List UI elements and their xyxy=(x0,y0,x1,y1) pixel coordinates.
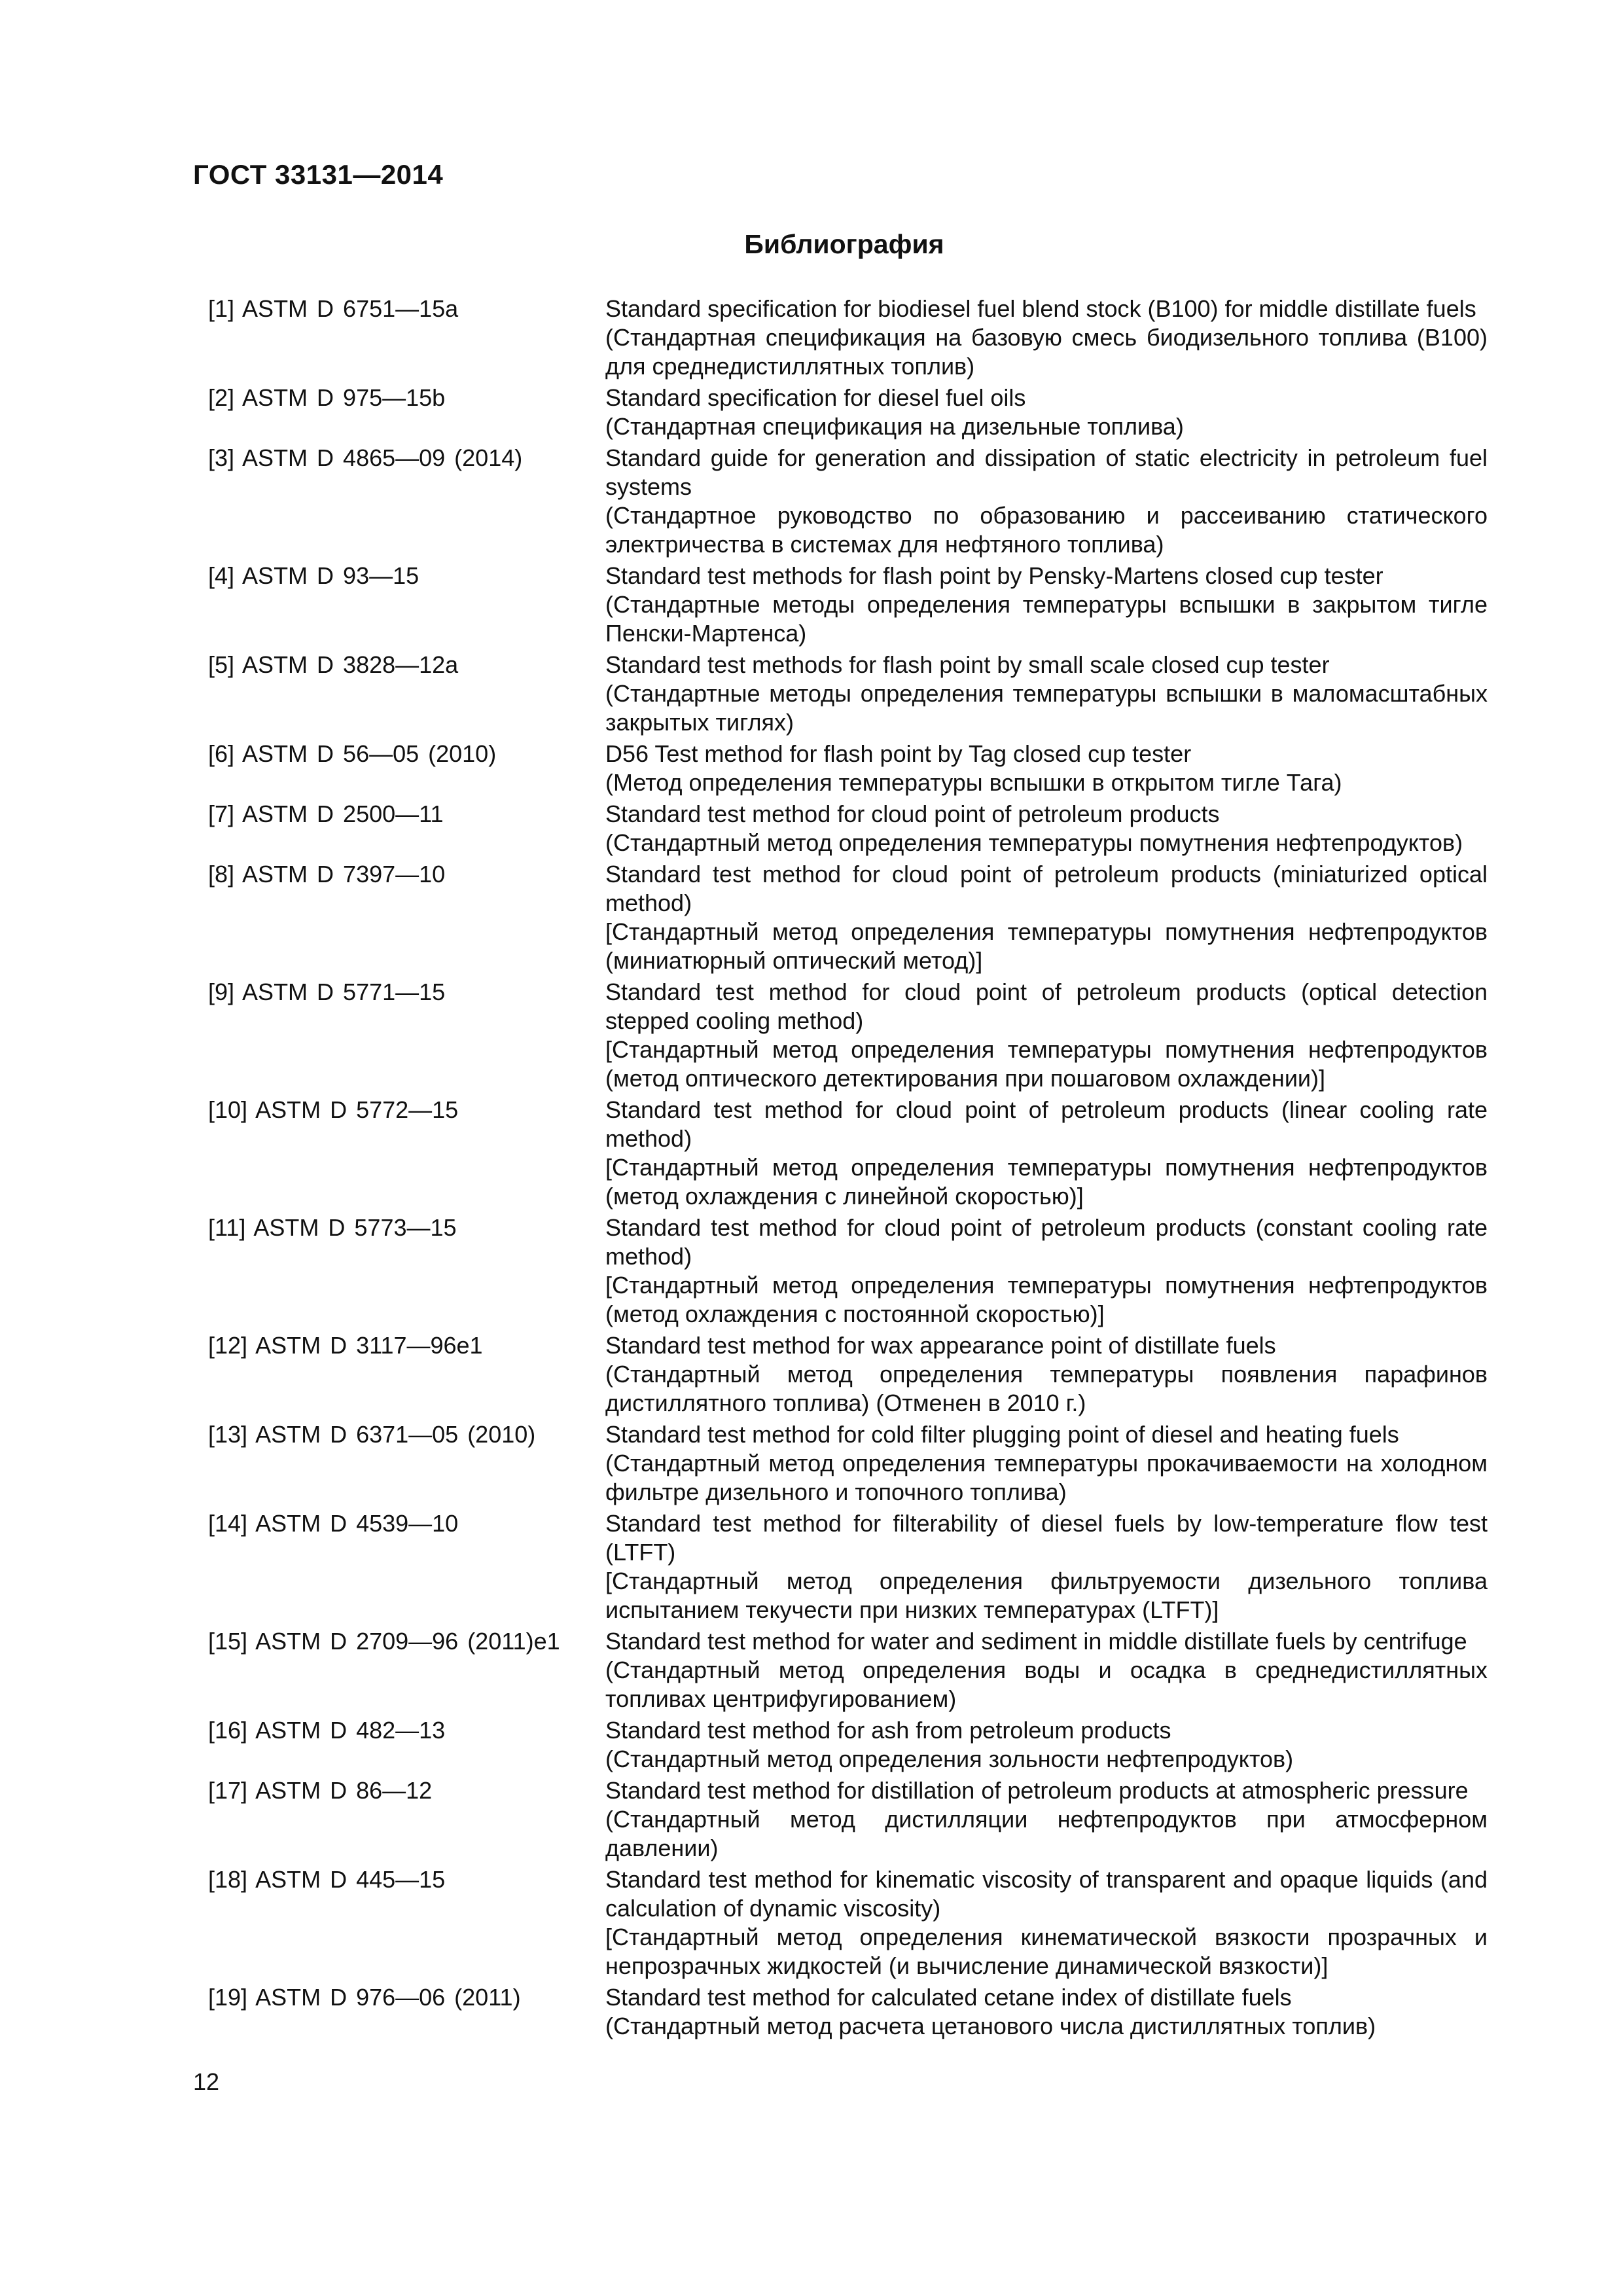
reference-description xyxy=(605,295,1488,381)
reference-description xyxy=(605,1776,1488,1863)
reference-description xyxy=(605,1096,1488,1211)
reference-title-ru: (Стандартный метод расчета цетанового числа дистиллятных топлив) xyxy=(605,2013,1376,2039)
reference-title-en: Standard test method for kinematic viscosity of transparent and opaque liquids (and calculation of dynamic viscosity) xyxy=(605,1866,1488,1922)
reference-description xyxy=(605,651,1488,737)
reference-designation: [6] ASTM D 56—05 (2010) xyxy=(208,740,497,767)
bibliography-entry xyxy=(208,1983,1488,2041)
bibliography-entry xyxy=(208,1776,1488,1863)
reference-title-en: Standard test method for water and sediment in middle distillate fuels by centrifuge xyxy=(605,1628,1467,1655)
bibliography-entry xyxy=(208,978,1488,1093)
reference-title-ru: (Стандартный метод определения температуры прокачиваемости на холодном фильтре дизельного и топочного топлива) xyxy=(605,1450,1488,1505)
reference-designation: [5] ASTM D 3828—12a xyxy=(208,651,459,678)
reference-title-en: Standard test methods for flash point by Pensky-Martens closed cup tester xyxy=(605,562,1383,589)
reference-title-ru: (Стандартные методы определения температуры вспышки в маломасштабных закрытых тиглях) xyxy=(605,680,1488,736)
reference-designation: [7] ASTM D 2500—11 xyxy=(208,800,444,827)
reference-designation: [19] ASTM D 976—06 (2011) xyxy=(208,1984,521,2011)
reference-title-ru: (Стандартный метод определения воды и осадка в среднедистиллятных топливах центрифугированием) xyxy=(605,1657,1488,1712)
reference-title-en: Standard test method for wax appearance point of distillate fuels xyxy=(605,1332,1276,1359)
reference-title-ru: (Стандартный метод дистилляции нефтепродуктов при атмосферном давлении) xyxy=(605,1806,1488,1861)
bibliography-entry xyxy=(208,1627,1488,1713)
reference-title-ru: [Стандартный метод определения кинематической вязкости прозрачных и непрозрачных жидкостей (и вычисление динамической вязкости)] xyxy=(605,1924,1488,1979)
page-number: 12 xyxy=(193,2068,220,2095)
reference-title-ru: (Стандартный метод определения температуры появления парафинов дистиллятного топлива) (Отменен в 2010 г.) xyxy=(605,1361,1488,1416)
reference-title-ru: (Стандартный метод определения температуры помутнения нефтепродуктов) xyxy=(605,829,1463,856)
reference-title-en: Standard specification for biodiesel fuel blend stock (B100) for middle distillate fuels xyxy=(605,295,1476,322)
reference-description xyxy=(605,1983,1488,2041)
reference-designation: [16] ASTM D 482—13 xyxy=(208,1717,446,1744)
reference-title-ru: [Стандартный метод определения температуры помутнения нефтепродуктов (метод оптического детектирования при пошаговом охлаждении)] xyxy=(605,1036,1488,1092)
reference-title-ru: [Стандартный метод определения температуры помутнения нефтепродуктов (метод охлаждения с линейной скоростью)] xyxy=(605,1154,1488,1210)
reference-title-ru: (Метод определения температуры вспышки в открытом тигле Тага) xyxy=(605,769,1342,796)
bibliography-entry xyxy=(208,651,1488,737)
reference-title-ru: (Стандартная спецификация на дизельные топлива) xyxy=(605,413,1184,440)
reference-designation: [9] ASTM D 5771—15 xyxy=(208,978,446,1005)
reference-title-en: Standard test method for filterability of diesel fuels by low-temperature flow test (LTFT) xyxy=(605,1510,1488,1566)
reference-title-en: Standard test method for cloud point of petroleum products (linear cooling rate method) xyxy=(605,1096,1488,1152)
reference-description xyxy=(605,1213,1488,1329)
reference-title-en: Standard test method for distillation of petroleum products at atmospheric pressure xyxy=(605,1777,1469,1804)
reference-title-en: Standard test method for cloud point of petroleum products xyxy=(605,800,1220,827)
reference-designation: [11] ASTM D 5773—15 xyxy=(208,1214,457,1241)
reference-designation: [14] ASTM D 4539—10 xyxy=(208,1510,459,1537)
reference-description xyxy=(605,740,1488,797)
reference-designation: [8] ASTM D 7397—10 xyxy=(208,861,446,888)
section-title: Библиография xyxy=(744,229,944,259)
bibliography-entry xyxy=(208,1865,1488,1981)
reference-title-ru: (Стандартный метод определения зольности нефтепродуктов) xyxy=(605,1746,1294,1772)
reference-designation: [10] ASTM D 5772—15 xyxy=(208,1096,459,1123)
bibliography-entry xyxy=(208,1096,1488,1211)
reference-description xyxy=(605,860,1488,975)
reference-title-en: Standard test method for cloud point of petroleum products (miniaturized optical method) xyxy=(605,861,1488,916)
bibliography-entry xyxy=(208,740,1488,797)
bibliography-entry xyxy=(208,1331,1488,1418)
reference-title-en: D56 Test method for flash point by Tag closed cup tester xyxy=(605,740,1192,767)
reference-title-en: Standard test method for cloud point of petroleum products (constant cooling rate method) xyxy=(605,1214,1488,1270)
reference-designation: [2] ASTM D 975—15b xyxy=(208,384,446,411)
reference-designation: [17] ASTM D 86—12 xyxy=(208,1777,433,1804)
bibliography-entry xyxy=(208,1420,1488,1507)
reference-description xyxy=(605,1420,1488,1507)
reference-designation: [1] ASTM D 6751—15a xyxy=(208,295,459,322)
bibliography-entry xyxy=(208,1509,1488,1624)
bibliography-entry xyxy=(208,800,1488,857)
reference-description xyxy=(605,800,1488,857)
bibliography-entry xyxy=(208,1716,1488,1774)
reference-title-ru: (Стандартная спецификация на базовую смесь биодизельного топлива (B100) для среднедистиллятных топлив) xyxy=(605,324,1488,380)
reference-title-ru: (Стандартное руководство по образованию и рассеиванию статического электричества в системах для нефтяного топлива) xyxy=(605,502,1488,558)
reference-designation: [4] ASTM D 93—15 xyxy=(208,562,419,589)
reference-description xyxy=(605,1865,1488,1981)
reference-title-en: Standard test methods for flash point by small scale closed cup tester xyxy=(605,651,1330,678)
reference-title-en: Standard test method for cold filter plugging point of diesel and heating fuels xyxy=(605,1421,1399,1448)
reference-description xyxy=(605,562,1488,648)
reference-designation: [13] ASTM D 6371—05 (2010) xyxy=(208,1421,536,1448)
reference-designation: [12] ASTM D 3117—96e1 xyxy=(208,1332,483,1359)
bibliography-entry xyxy=(208,860,1488,975)
reference-designation: [15] ASTM D 2709—96 (2011)e1 xyxy=(208,1628,560,1655)
bibliography-entry xyxy=(208,1213,1488,1329)
reference-title-ru: [Стандартный метод определения температуры помутнения нефтепродуктов (миниатюрный оптический метод)] xyxy=(605,918,1488,974)
reference-description xyxy=(605,1509,1488,1624)
bibliography-entry xyxy=(208,384,1488,441)
reference-description xyxy=(605,1331,1488,1418)
bibliography-entry xyxy=(208,562,1488,648)
reference-title-en: Standard test method for cloud point of petroleum products (optical detection stepped cooling method) xyxy=(605,978,1488,1034)
bibliography-entry xyxy=(208,444,1488,559)
reference-title-en: Standard specification for diesel fuel oils xyxy=(605,384,1026,411)
reference-designation: [18] ASTM D 445—15 xyxy=(208,1866,446,1893)
reference-designation: [3] ASTM D 4865—09 (2014) xyxy=(208,444,523,471)
reference-description xyxy=(605,978,1488,1093)
reference-title-en: Standard guide for generation and dissipation of static electricity in petroleum fuel systems xyxy=(605,444,1488,500)
bibliography-list xyxy=(208,295,1488,2043)
reference-description xyxy=(605,1627,1488,1713)
reference-description xyxy=(605,384,1488,441)
bibliography-entry xyxy=(208,295,1488,381)
reference-description xyxy=(605,444,1488,559)
reference-title-en: Standard test method for ash from petroleum products xyxy=(605,1717,1171,1744)
reference-description xyxy=(605,1716,1488,1774)
reference-title-ru: (Стандартные методы определения температуры вспышки в закрытом тигле Пенски-Мартенса) xyxy=(605,591,1488,647)
document-number: ГОСТ 33131—2014 xyxy=(193,159,444,190)
reference-title-ru: [Стандартный метод определения температуры помутнения нефтепродуктов (метод охлаждения с постоянной скоростью)] xyxy=(605,1272,1488,1327)
reference-title-ru: [Стандартный метод определения фильтруемости дизельного топлива испытанием текучести при низких температурах (LTFT)] xyxy=(605,1568,1488,1623)
reference-title-en: Standard test method for calculated cetane index of distillate fuels xyxy=(605,1984,1292,2011)
